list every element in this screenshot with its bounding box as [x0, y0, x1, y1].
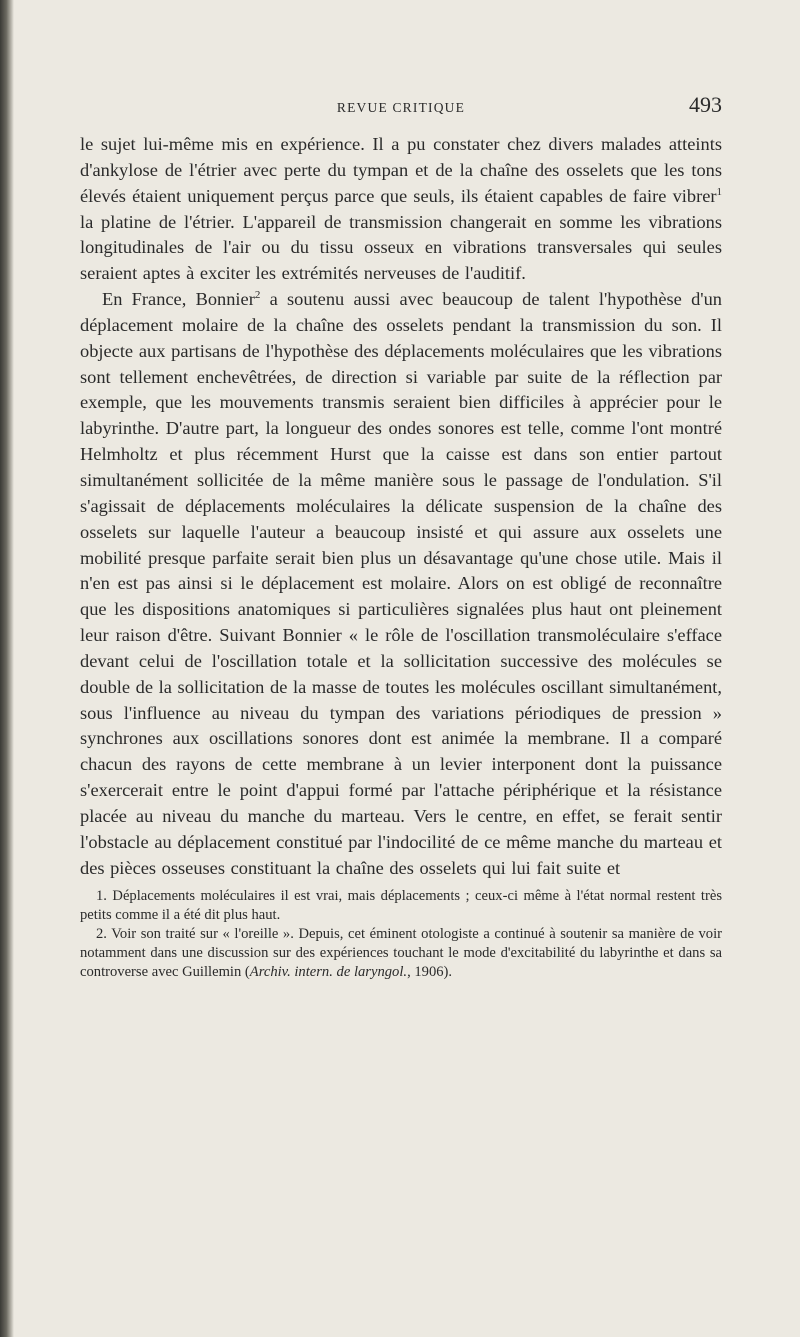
footnote-2-text-b: , 1906).: [407, 964, 453, 981]
paragraph-2-text-a: En France, Bonnier: [102, 289, 255, 310]
footnote-2: [80, 925, 722, 982]
footnote-2-journal: Archiv. intern. de laryngol.: [249, 964, 408, 981]
footnote-ref-1: 1: [716, 185, 722, 198]
paragraph-1: [80, 132, 722, 287]
paragraph-2-text-b: a soutenu aussi avec beaucoup de talent l'hypothèse d'un déplacement molaire de la chaîne des osselets pendant la transmission du son. Il objecte aux partisans de l'hypothèse des déplacements moléculaires que les vibrations sont tellement enchevêtrées, de direction si variable par suite de la réflection par exemple, que les mouvements transmis seraient bien difficiles à apprécier pour le labyrinthe. D'autre part, la longueur des ondes sonores est telle, comme l'ont montré Helmholtz et plus récemment Hurst que la caisse est dans son entier partout simultanément sollicitée de la même manière sous le passage de l'ondulation. S'il s'agissait de déplacements moléculaires la délicate suspension de la chaîne des osselets sur laquelle l'auteur a beaucoup insisté et qui assure aux osselets une mobilité presque parfaite serait bien plus un désavantage qu'une chose utile. Mais il n'en est pas ainsi si le déplacement est molaire. Alors on est obligé de reconnaître que les dispositions anatomiques si particulières signalées plus haut ont pleinement leur raison d'être. Suivant Bonnier « le rôle de l'oscillation transmoléculaire s'efface devant celui de l'oscillation totale et la sollicitation successive des molécules se double de la sollicitation de la masse de toutes les molécules oscillant simultanément, sous l'influence au niveau du tympan des variations périodiques de pression » synchrones aux oscillations sonores dont est animée la membrane. Il a comparé chacun des rayons de cette membrane à un levier interponent dont la puissance s'exercerait entre le point d'appui formé par l'attache périphérique et la résistance placée au niveau du manche du marteau. Vers le centre, en effet, se ferait sentir l'obstacle au déplacement constitué par l'indocilité de ce même manche du marteau et des pièces osseuses constituant la chaîne des osselets qui lui fait suite et: [80, 289, 723, 878]
footnotes: [80, 887, 722, 982]
footnote-1: 1. Déplacements moléculaires il est vrai, mais déplacements ; ceux-ci même à l'état normal restent très petits comme il a été dit plus haut.: [80, 888, 722, 924]
page-number: 493: [689, 92, 722, 117]
running-title: REVUE CRITIQUE: [336, 100, 466, 115]
running-head: [80, 90, 722, 124]
page: [80, 90, 722, 982]
footnote-2-text-a: 2. Voir son traité sur « l'oreille ». Depuis, cet éminent otologiste a continué à soutenir sa manière de voir notamment dans une discussion sur des expériences touchant le mode d'excitabilité du labyrinthe et dans sa controverse avec Guillemin (: [80, 926, 722, 981]
paragraph-1-text-a: le sujet lui-même mis en expérience. Il a pu constater chez divers malades atteints d'ankylose de l'étrier avec perte du tympan et de la chaîne des osselets que les tons élevés étaient uniquement perçus parce que seuls, ils étaient capables de faire vibrer: [80, 134, 722, 206]
paragraph-1-text-b: la platine de l'étrier. L'appareil de transmission changerait en somme les vibrations longitudinales de l'air ou du tissu osseux en vibrations transversales qui seules seraient aptes à exciter les extrémités nerveuses de l'auditif.: [80, 211, 722, 284]
book-spine-shadow: [0, 0, 14, 1337]
footnote-ref-2: 2: [254, 288, 261, 301]
paragraph-2: [80, 287, 722, 881]
body-text: [80, 132, 722, 881]
